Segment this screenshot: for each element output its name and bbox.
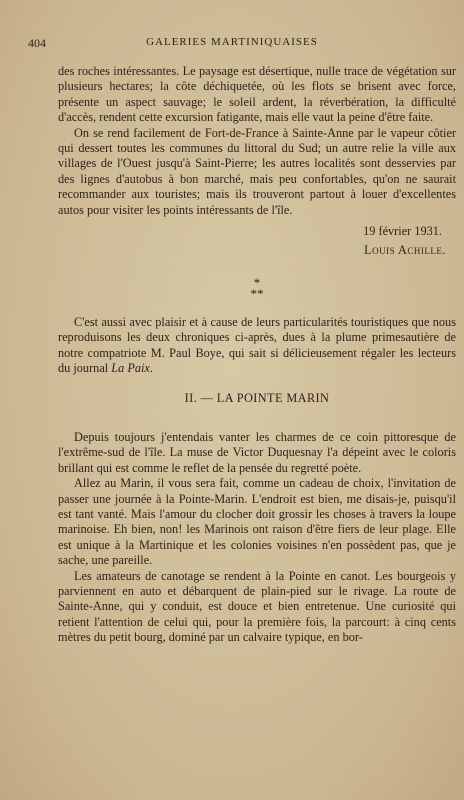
paragraph-amateurs: Les amateurs de canotage se rendent à la Pointe en canot. Les bourgeois y parviennent en auto et débarquent de plain-pied sur le rivage. La route de Sainte-Anne, qui y conduit, est douce et bien entretenue. Une curiosité qui retient l'attention de celui qui, pour la première fois, la parcourt: à cinq cents mètres du petit bourg, dominé par un calvaire typique, en bor-: [58, 568, 456, 645]
author-signature: Louis Achille.: [364, 243, 446, 258]
paragraph-depuis: Depuis toujours j'entendais vanter les charmes de ce coin pittoresque de l'extrême-sud de l'île. La muse de Victor Duquesnay l'a dépeint avec le coloris brillant qui est comme le reflet de la pensée du regretté poète.: [58, 429, 456, 475]
running-title: GALERIES MARTINIQUAISES: [146, 36, 318, 48]
section-title: II. — LA POINTE MARIN: [184, 390, 330, 405]
page-header: [28, 36, 436, 52]
asterism-top: *: [253, 274, 261, 290]
asterism-bottom: **: [250, 285, 264, 301]
body-text: [58, 64, 456, 646]
intro-end: .: [149, 361, 153, 376]
journal-title: La Paix: [111, 361, 150, 376]
page-number: 404: [28, 36, 46, 50]
asterism-divider: [58, 274, 456, 301]
paragraph-intro: [58, 315, 456, 377]
paragraph-transport: On se rend facilement de Fort-de-France à Sainte-Anne par le vapeur côtier qui dessert toutes les communes du littoral du Sud; un autre relie la ville aux villages de l'Ouest jusqu'à Saint-Pierre; les autres localités sont desservies par des lignes d'autobus à bon marché, mais peu confortables, qu'on ne saurait recommander aux touristes; mais ils trouveront partout à louer d'excellentes autos pour visiter les points intéressants de l'île.: [58, 125, 456, 217]
paragraph-allez: Allez au Marin, il vous sera fait, comme un cadeau de choix, l'invitation de passer une journée à la Pointe-Marin. L'endroit est bien, me disais-je, puisqu'il est tant vanté. Mais l'amour du clocher doit grossir les choses à travers la loupe marinoise. Eh bien, non! les Marinois ont raison d'être fiers de leur plage. Elle est unique à la Martinique et les colonies voisines n'en possèdent pas, que je sache, une pareille.: [58, 476, 456, 568]
paragraph-continuation: des roches intéressantes. Le paysage est désertique, nulle trace de végétation sur plusieurs hectares; la côte déchiquetée, où les flots se brisent avec force, présente un aspect sauvage; le soleil ardent, la réverbération, la difficulté d'accès, rendent cette excursion fatigante, mais elle vaut la peine d'être faite.: [58, 64, 456, 125]
date-line: 19 février 1931.: [363, 224, 442, 239]
intro-text: C'est aussi avec plaisir et à cause de leurs particularités touristiques que nous reproduisons les deux chroniques ci-après, dues à la plume primesautière de notre compatriote M. Paul Boye, qui sait si délicieusement régaler les lecteurs du journal: [58, 314, 456, 376]
